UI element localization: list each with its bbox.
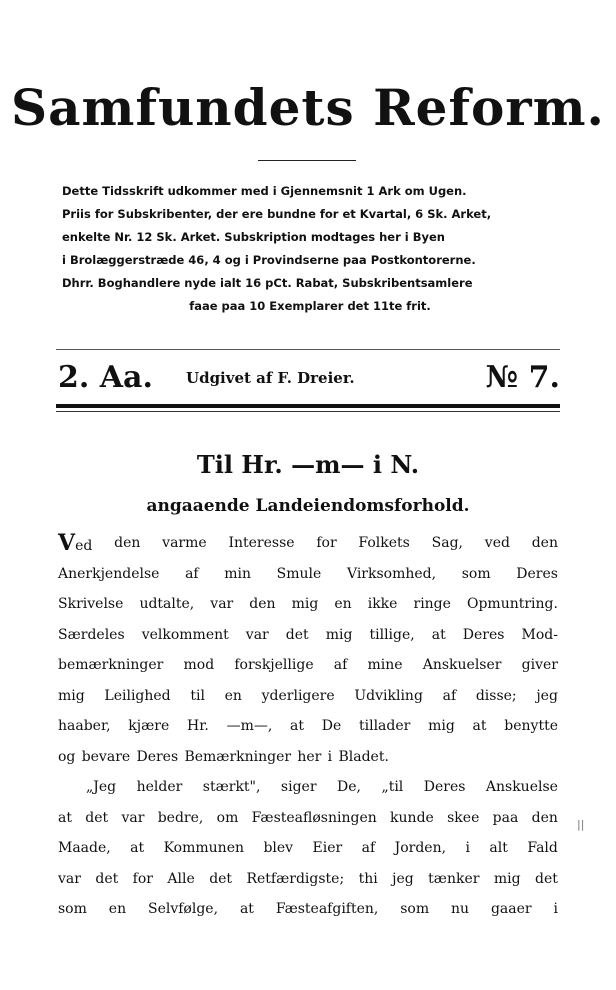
body-word: at bbox=[130, 840, 145, 856]
body-word: yderligere bbox=[261, 687, 335, 704]
body-word: Alle bbox=[167, 870, 195, 887]
body-word: mig bbox=[428, 718, 455, 734]
article-title: Til Hr. —m— i N. bbox=[196, 450, 420, 479]
issue-year: 2. Aa. bbox=[58, 360, 153, 395]
body-line bbox=[58, 528, 558, 559]
body-word: var bbox=[121, 809, 145, 826]
body-word: en bbox=[108, 901, 127, 917]
body-word: mig bbox=[493, 870, 521, 887]
body-word: Mod- bbox=[521, 626, 558, 643]
body-word: Deres bbox=[516, 565, 558, 582]
body-word: at bbox=[472, 718, 487, 734]
margin-mark: || bbox=[577, 818, 585, 831]
body-word: giver bbox=[521, 657, 558, 673]
body-line bbox=[58, 559, 558, 590]
body-word: at bbox=[239, 901, 254, 917]
body-word: Eier bbox=[312, 840, 343, 856]
divider-rule bbox=[56, 349, 560, 350]
body-word: siger bbox=[280, 779, 317, 795]
body-word: Hr. bbox=[187, 718, 209, 734]
body-word: Deres bbox=[462, 626, 505, 643]
body-word: at bbox=[431, 626, 446, 643]
body-word: tillige, bbox=[369, 626, 415, 643]
body-word: det bbox=[285, 626, 309, 643]
issue-publisher: Udgivet af F. Dreier. bbox=[186, 369, 355, 387]
body-line bbox=[58, 742, 558, 773]
body-word: helder bbox=[136, 779, 183, 795]
body-word: ikke bbox=[367, 596, 398, 612]
body-word: en bbox=[334, 596, 352, 612]
body-word: ved bbox=[484, 535, 510, 551]
body-word: skee bbox=[447, 809, 480, 826]
body-word: mod bbox=[183, 657, 215, 673]
body-line bbox=[58, 711, 558, 742]
body-word: det bbox=[85, 809, 109, 826]
body-word: var bbox=[210, 596, 234, 612]
body-word: Deres bbox=[423, 779, 466, 795]
subscription-line: faae paa 10 Exemplarer det 11te frit. bbox=[189, 299, 431, 313]
body-word: det bbox=[535, 870, 558, 887]
body-word: Interesse bbox=[228, 535, 295, 551]
body-word: jeg bbox=[536, 687, 558, 704]
body-word: Kommunen bbox=[163, 840, 244, 856]
body-word: varme bbox=[162, 535, 207, 551]
body-word: Bemærkninger bbox=[184, 748, 292, 765]
body-word: Særdeles bbox=[58, 626, 125, 643]
body-line bbox=[58, 772, 558, 803]
body-word: disse; bbox=[475, 687, 517, 704]
body-word: af bbox=[361, 840, 376, 856]
body-word: „til bbox=[381, 779, 404, 795]
subscription-line: Dette Tidsskrift udkommer med i Gjennemsnit 1 Ark om Ugen. bbox=[62, 184, 467, 198]
body-word: Folkets bbox=[358, 535, 410, 551]
body-word: mig bbox=[325, 626, 353, 643]
body-line bbox=[58, 894, 558, 925]
body-word: Maade, bbox=[58, 840, 111, 856]
body-line bbox=[58, 589, 558, 620]
body-line bbox=[58, 864, 558, 895]
body-word: det bbox=[95, 870, 119, 887]
subscription-line: Priis for Subskribenter, der ere bundne for et Kvartal, 6 Sk. Arket, bbox=[62, 207, 492, 221]
body-word: tænker bbox=[428, 870, 480, 887]
body-word: Virksomhed, bbox=[346, 565, 437, 582]
body-word: var bbox=[58, 870, 81, 887]
body-word: benytte bbox=[504, 718, 558, 734]
body-word: Fæsteafløsningen bbox=[251, 809, 377, 826]
body-word: Deres bbox=[136, 748, 179, 765]
body-word: min bbox=[224, 565, 252, 582]
body-word: her bbox=[297, 748, 322, 765]
body-word: Anskuelse bbox=[485, 779, 558, 795]
subscription-notice bbox=[62, 180, 558, 318]
body-word: bedre, bbox=[157, 809, 204, 826]
body-word: som bbox=[400, 901, 430, 917]
body-word: i bbox=[553, 901, 558, 917]
body-word: alt bbox=[489, 840, 508, 856]
body-word: en bbox=[224, 687, 242, 704]
body-word: bemærkninger bbox=[58, 657, 164, 673]
body-word: Fald bbox=[527, 840, 558, 856]
body-word: som bbox=[461, 565, 491, 582]
body-word: at bbox=[290, 718, 305, 734]
body-word: at bbox=[58, 809, 72, 826]
body-word: nu bbox=[451, 901, 470, 917]
body-word: for bbox=[132, 870, 153, 887]
body-word: ringe bbox=[413, 596, 451, 612]
body-word: mig bbox=[291, 596, 319, 612]
article-subtitle: angaaende Landeiendomsforhold. bbox=[146, 496, 470, 516]
body-word: af bbox=[333, 657, 348, 673]
article-body bbox=[58, 528, 558, 925]
body-word: —m—, bbox=[226, 718, 273, 734]
body-word: af bbox=[185, 565, 199, 582]
body-word: Skrivelse bbox=[58, 596, 124, 612]
body-word: den bbox=[114, 535, 141, 551]
body-word: paa bbox=[492, 809, 519, 826]
body-word: som bbox=[58, 901, 87, 917]
body-line bbox=[58, 833, 558, 864]
body-word: Opmuntring. bbox=[466, 596, 558, 612]
body-word: om bbox=[216, 809, 239, 826]
body-word: De, bbox=[337, 779, 361, 795]
body-line bbox=[58, 681, 558, 712]
body-word: Retfærdigste; bbox=[246, 870, 345, 887]
body-word: velkomment bbox=[141, 626, 229, 643]
masthead-divider bbox=[258, 160, 356, 161]
body-word: Anerkjendelse bbox=[58, 565, 160, 582]
masthead-title: Samfundets Reform. bbox=[11, 78, 605, 137]
body-word: Bladet. bbox=[338, 748, 389, 765]
body-word: Jorden, bbox=[394, 840, 447, 856]
body-line bbox=[58, 620, 558, 651]
body-word: kjære bbox=[128, 718, 170, 734]
body-word: blev bbox=[263, 840, 294, 856]
body-word: Smule bbox=[276, 565, 322, 582]
body-word: jeg bbox=[392, 870, 414, 887]
subscription-line: i Brolæggerstræde 46, 4 og i Provindserne paa Postkontorerne. bbox=[62, 253, 476, 267]
body-word: for bbox=[316, 535, 337, 551]
body-word: det bbox=[209, 870, 233, 887]
body-word: af bbox=[442, 687, 457, 704]
body-word: til bbox=[190, 687, 205, 704]
body-word: Fæsteafgiften, bbox=[275, 901, 379, 917]
body-word: var bbox=[245, 626, 269, 643]
body-word: mig bbox=[58, 687, 85, 704]
body-word: tillader bbox=[359, 718, 411, 734]
body-word: den bbox=[531, 809, 558, 826]
issue-header bbox=[58, 358, 560, 398]
body-word: og bbox=[58, 748, 76, 765]
body-line bbox=[58, 650, 558, 681]
subscription-line: enkelte Nr. 12 Sk. Arket. Subskription modtages her i Byen bbox=[62, 230, 445, 244]
body-word: i bbox=[465, 840, 470, 856]
issue-number: № 7. bbox=[485, 360, 560, 395]
body-word: forskjellige bbox=[234, 657, 314, 673]
body-word: Ved bbox=[58, 530, 93, 556]
body-line bbox=[58, 803, 558, 834]
body-word: Leilighed bbox=[104, 687, 171, 704]
body-word: gaaer bbox=[490, 901, 532, 917]
body-word: Sag, bbox=[431, 535, 463, 551]
body-word: den bbox=[531, 535, 558, 551]
body-word: den bbox=[249, 596, 276, 612]
body-word: i bbox=[327, 748, 333, 765]
body-word: stærkt", bbox=[202, 779, 261, 795]
divider-rule bbox=[56, 411, 560, 412]
body-word: De bbox=[321, 718, 342, 734]
body-word: Selvfølge, bbox=[147, 901, 219, 917]
body-word: Udvikling bbox=[354, 687, 423, 704]
body-word: mine bbox=[367, 657, 403, 673]
body-word: haaber, bbox=[58, 718, 111, 734]
body-word: „Jeg bbox=[86, 779, 117, 795]
body-word: Anskuelser bbox=[422, 657, 502, 673]
body-word: thi bbox=[358, 870, 378, 887]
thick-divider-rule bbox=[56, 404, 560, 408]
body-word: kunde bbox=[390, 809, 434, 826]
body-word: udtalte, bbox=[139, 596, 195, 612]
subscription-line: Dhrr. Boghandlere nyde ialt 16 pCt. Rabat, Subskribentsamlere bbox=[62, 276, 473, 290]
body-word: bevare bbox=[81, 748, 131, 765]
